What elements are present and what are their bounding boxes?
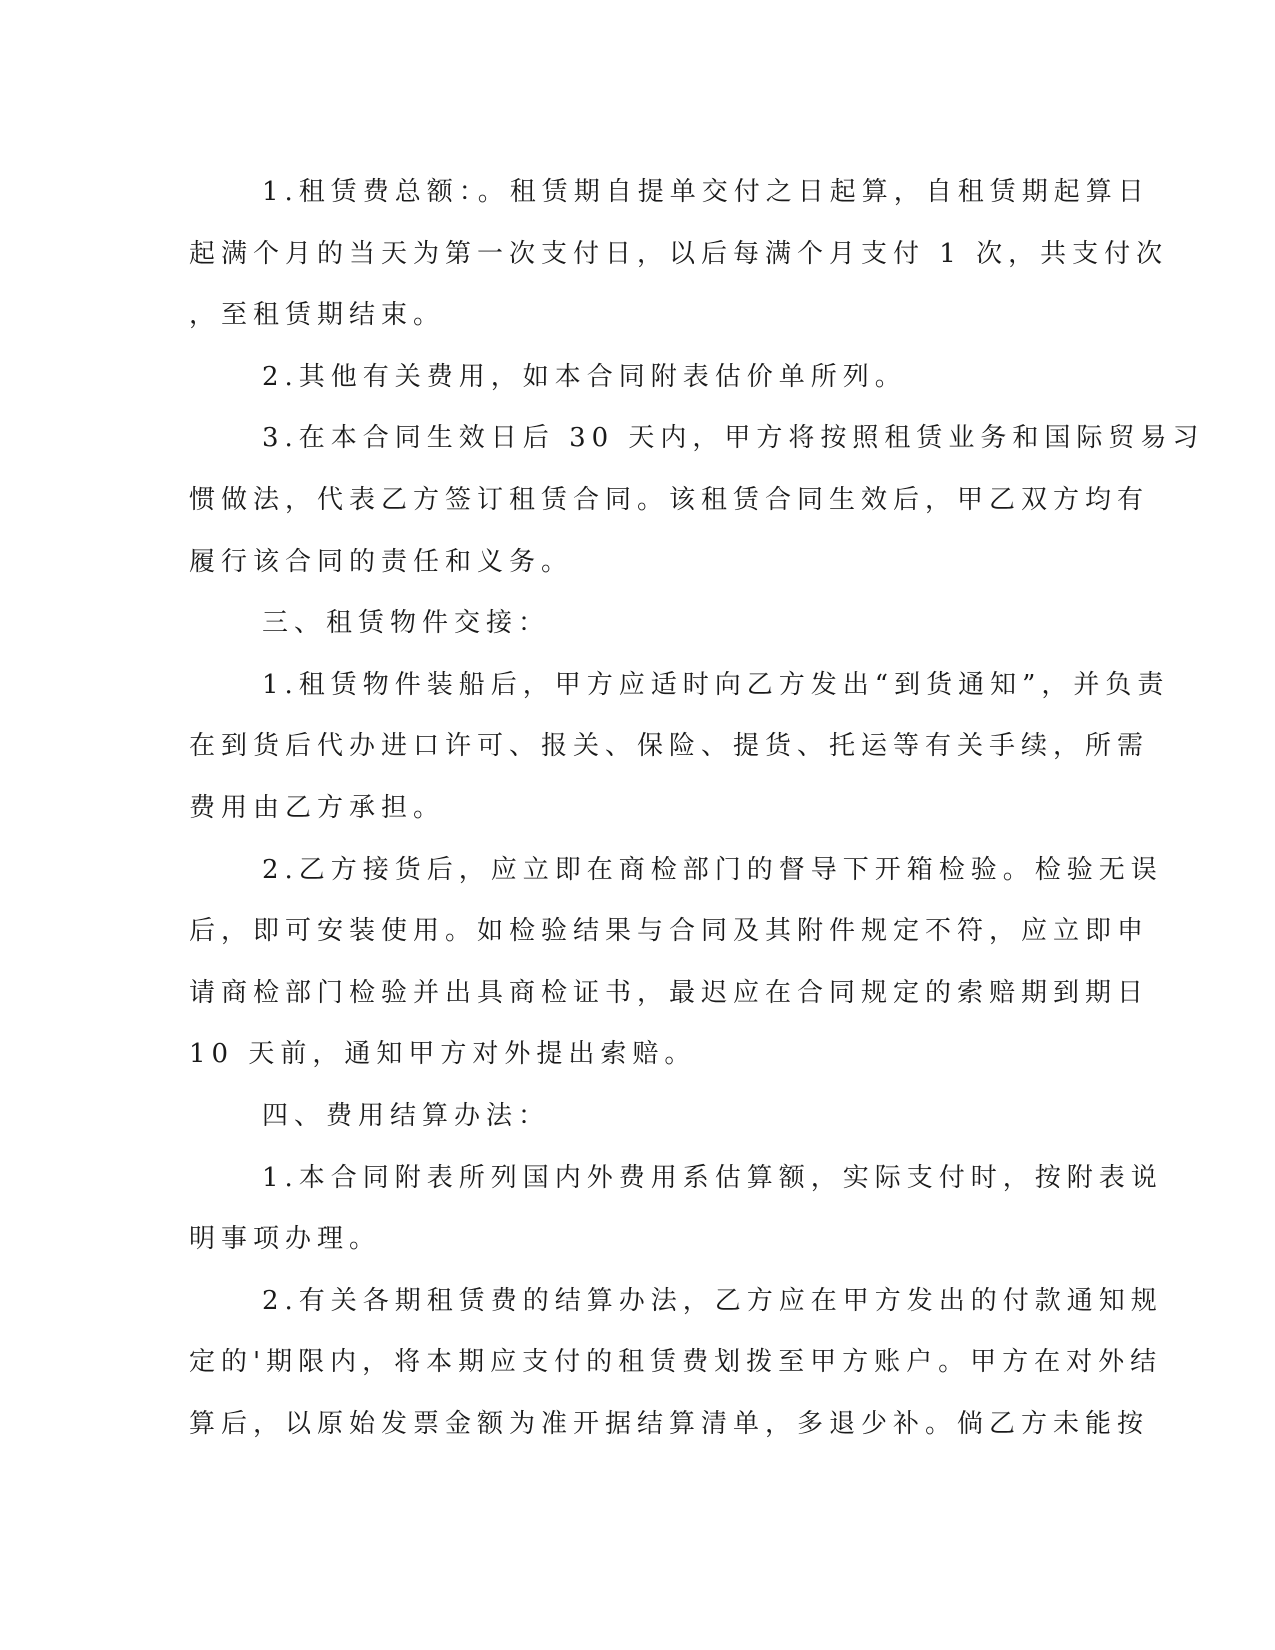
text-line: 算后，以原始发票金额为准开据结算清单，多退少补。倘乙方未能按 — [189, 1408, 1150, 1439]
text-line: 明事项办理。 — [189, 1224, 382, 1255]
text-line: 1.本合同附表所列国内外费用系估算额，实际支付时，按附表说 — [262, 1162, 1163, 1193]
text-line: 1.租赁费总额：。租赁期自提单交付之日起算，自租赁期起算日 — [262, 177, 1150, 207]
text-line: 费用由乙方承担。 — [189, 792, 446, 823]
section-heading: 三、租赁物件交接： — [262, 608, 551, 639]
text-line: 惯做法，代表乙方签订租赁合同。该租赁合同生效后，甲乙双方均有 — [189, 484, 1150, 515]
text-line: 履行该合同的责任和义务。 — [189, 546, 574, 577]
text-line: 1.租赁物件装船后，甲方应适时向乙方发出“到货通知”，并负责 — [262, 669, 1170, 700]
text-line: 3.在本合同生效日后 30 天内，甲方将按照租赁业务和国际贸易习 — [262, 423, 1205, 454]
text-line: ，至租赁期结束。 — [189, 300, 446, 331]
text-line: 定的'期限内，将本期应支付的租赁费划拨至甲方账户。甲方在对外结 — [189, 1347, 1163, 1378]
text-line: 2.其他有关费用，如本合同附表估价单所列。 — [262, 361, 907, 392]
text-line: 10 天前，通知甲方对外提出索赔。 — [189, 1039, 697, 1070]
text-line: 请商检部门检验并出具商检证书，最迟应在合同规定的索赔期到期日 — [189, 977, 1150, 1008]
section-heading: 四、费用结算办法： — [262, 1100, 551, 1131]
text-line: 2.有关各期租赁费的结算办法，乙方应在甲方发出的付款通知规 — [262, 1285, 1163, 1316]
text-line: 后，即可安装使用。如检验结果与合同及其附件规定不符，应立即申 — [189, 916, 1150, 947]
contract-body — [189, 162, 1205, 1455]
text-line: 起满个月的当天为第一次支付日，以后每满个月支付 1 次，共支付次 — [189, 238, 1169, 269]
text-line: 在到货后代办进口许可、报关、保险、提货、托运等有关手续，所需 — [189, 731, 1150, 762]
text-line: 2.乙方接货后，应立即在商检部门的督导下开箱检验。检验无误 — [262, 854, 1163, 885]
